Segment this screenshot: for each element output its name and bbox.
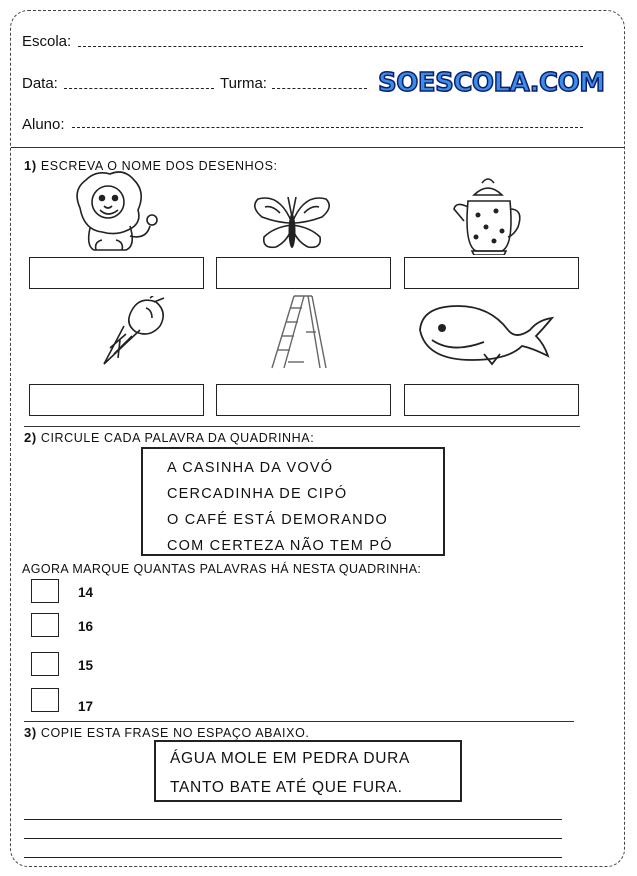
option-checkbox[interactable] xyxy=(31,579,59,603)
student-label: Aluno: xyxy=(22,116,65,133)
class-field[interactable] xyxy=(272,88,367,89)
writing-line[interactable] xyxy=(24,857,562,858)
q3-number: 3) xyxy=(24,725,37,740)
answer-box-ice-cream[interactable] xyxy=(29,384,204,416)
q1-divider xyxy=(24,426,580,427)
writing-line[interactable] xyxy=(24,819,562,820)
writing-line[interactable] xyxy=(24,838,562,839)
phrase-line: TANTO BATE ATÉ QUE FURA. xyxy=(170,779,403,796)
q1-text: ESCREVA O NOME DOS DESENHOS: xyxy=(40,159,278,173)
option-label: 17 xyxy=(78,699,94,714)
option-label: 16 xyxy=(78,619,94,634)
poem-box xyxy=(141,447,445,556)
student-field[interactable] xyxy=(72,127,583,128)
butterfly-icon xyxy=(250,193,334,253)
class-label: Turma: xyxy=(220,75,267,92)
answer-box-whale[interactable] xyxy=(404,384,579,416)
option-checkbox[interactable] xyxy=(31,613,59,637)
q2-text: CIRCULE CADA PALAVRA DA QUADRINHA: xyxy=(40,431,315,445)
option-label: 15 xyxy=(78,658,94,673)
ladder-icon xyxy=(264,292,340,372)
count-prompt: AGORA MARQUE QUANTAS PALAVRAS HÁ NESTA QUADRINHA: xyxy=(22,562,422,576)
ice-cream-icon xyxy=(96,296,168,368)
poem-line: CERCADINHA DE CIPÓ xyxy=(167,486,348,502)
q2-divider xyxy=(24,721,574,722)
q2-title xyxy=(24,430,314,445)
poem-line: A CASINHA DA VOVÓ xyxy=(167,460,334,476)
answer-box-teapot[interactable] xyxy=(404,257,579,289)
answer-box-butterfly[interactable] xyxy=(216,257,391,289)
site-logo: SOESCOLA.COM xyxy=(378,68,605,98)
q2-number: 2) xyxy=(24,430,37,445)
whale-icon xyxy=(412,300,554,368)
school-field[interactable] xyxy=(78,46,583,47)
lion-icon xyxy=(66,170,162,256)
q3-text: COPIE ESTA FRASE NO ESPAÇO ABAIXO. xyxy=(40,726,310,740)
phrase-line: ÁGUA MOLE EM PEDRA DURA xyxy=(170,750,411,767)
school-label: Escola: xyxy=(22,33,72,50)
teapot-icon xyxy=(452,175,524,255)
option-label: 14 xyxy=(78,585,94,600)
phrase-box xyxy=(154,740,462,802)
q3-title xyxy=(24,725,309,740)
answer-box-ladder[interactable] xyxy=(216,384,391,416)
q1-number: 1) xyxy=(24,158,37,173)
option-checkbox[interactable] xyxy=(31,652,59,676)
header-divider xyxy=(11,147,624,148)
answer-box-lion[interactable] xyxy=(29,257,204,289)
date-field[interactable] xyxy=(64,88,214,89)
poem-line: O CAFÉ ESTÁ DEMORANDO xyxy=(167,512,388,528)
poem-line: COM CERTEZA NÃO TEM PÓ xyxy=(167,538,393,554)
date-label: Data: xyxy=(22,75,58,92)
option-checkbox[interactable] xyxy=(31,688,59,712)
